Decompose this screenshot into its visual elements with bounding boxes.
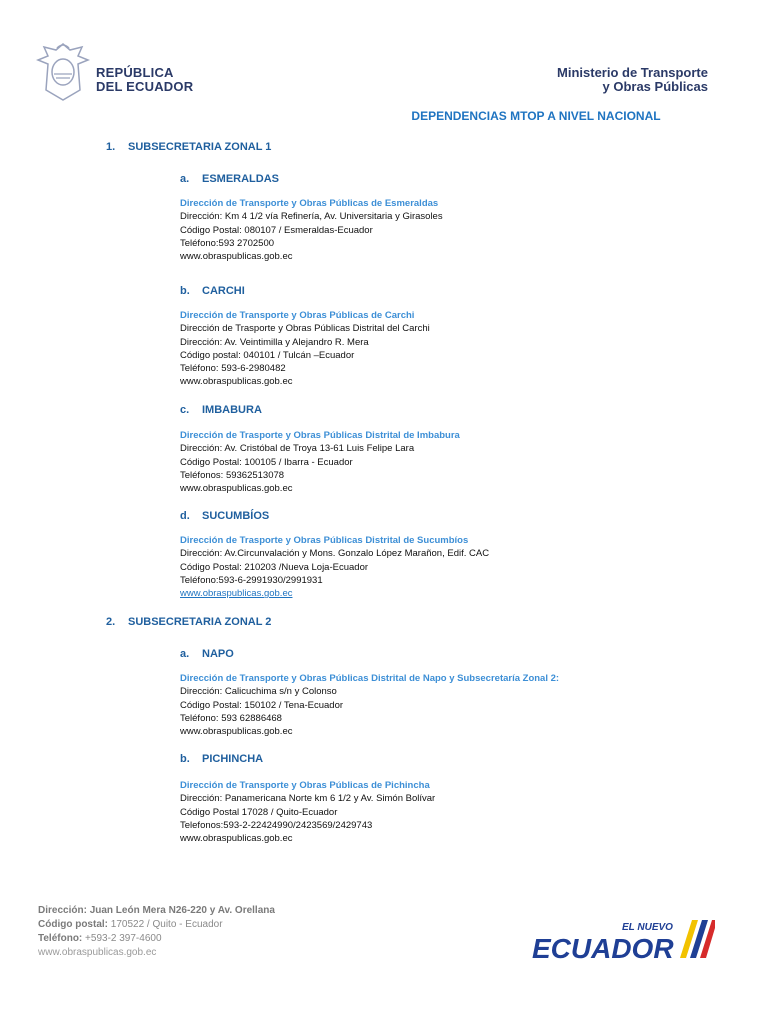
office-phone: Teléfono:593 2702500 (180, 237, 275, 249)
zone-name: SUBSECRETARIA ZONAL 1 (128, 141, 272, 153)
footer-website: www.obraspublicas.gob.ec (38, 947, 157, 958)
ecuador-coat-of-arms-icon (34, 40, 92, 104)
province-letter: c. (180, 404, 190, 416)
office-phone: Telefonos:593-2-22424990/2423569/2429743 (180, 819, 373, 831)
province-name: PICHINCHA (202, 753, 264, 765)
office-website: www.obraspublicas.gob.ec (180, 251, 293, 263)
republic-line-1: REPÚBLICA (96, 65, 174, 80)
brand-big-text: ECUADOR (532, 933, 674, 964)
footer-phone-value: +593-2 397-4600 (85, 933, 162, 944)
office-address: Dirección: Av. Veintimilla y Alejandro R. Mera (180, 336, 369, 348)
office-entry (180, 672, 559, 738)
office-postal: Código Postal 17028 / Quito-Ecuador (180, 806, 338, 818)
footer-postal-value: 170522 / Quito - Ecuador (110, 919, 223, 930)
footer-postal-label: Código postal: (38, 919, 108, 930)
office-address: Dirección: Calicuchima s/n y Colonso (180, 686, 337, 698)
office-postal: Código postal: 040101 / Tulcán –Ecuador (180, 349, 355, 361)
office-website: www.obraspublicas.gob.ec (180, 483, 293, 495)
footer-address-value: Juan León Mera N26-220 y Av. Orellana (89, 905, 275, 916)
office-postal: Código Postal: 150102 / Tena-Ecuador (180, 699, 344, 711)
province-name: CARCHI (202, 285, 245, 297)
province-heading (180, 404, 262, 416)
office-postal: Código Postal: 210203 /Nueva Loja-Ecuador (180, 561, 369, 573)
zone-heading (106, 616, 271, 628)
province-name: SUCUMBÍOS (202, 510, 270, 522)
zone-heading (106, 141, 271, 153)
office-title: Dirección de Transporte y Obras Públicas de Esmeraldas (180, 198, 439, 209)
office-title: Dirección de Transporte y Obras Públicas Distrital de Napo y Subsecretaría Zonal 2: (180, 673, 560, 684)
ministry-line-2: y Obras Públicas (602, 79, 708, 94)
office-entry (180, 534, 489, 600)
republic-line-2: DEL ECUADOR (96, 79, 194, 94)
office-website: www.obraspublicas.gob.ec (180, 726, 293, 738)
zone-name: SUBSECRETARIA ZONAL 2 (128, 616, 272, 628)
province-heading (180, 648, 234, 660)
zone-number: 1. (106, 141, 116, 153)
province-name: NAPO (202, 648, 234, 660)
el-nuevo-ecuador-logo (530, 914, 715, 966)
province-name: ESMERALDAS (202, 173, 280, 185)
province-heading (180, 285, 245, 297)
province-letter: b. (180, 285, 190, 297)
province-letter: b. (180, 753, 190, 765)
office-phone: Teléfono: 593-6-2980482 (180, 363, 286, 375)
office-entry (180, 779, 435, 845)
office-subtitle: Dirección de Trasporte y Obras Públicas Distrital del Carchi (180, 323, 430, 335)
republic-wordmark (96, 66, 193, 94)
office-entry (180, 429, 460, 495)
office-entry (180, 197, 443, 263)
province-letter: a. (180, 173, 190, 185)
office-address: Dirección: Av. Cristóbal de Troya 13-61 Luis Felipe Lara (180, 443, 415, 455)
office-phone: Teléfonos: 59362513078 (180, 469, 285, 481)
ministry-line-1: Ministerio de Transporte (557, 65, 708, 80)
office-title: Dirección de Trasporte y Obras Públicas Distrital de Imbabura (180, 430, 460, 441)
footer-phone-label: Teléfono: (38, 933, 83, 944)
province-heading (180, 173, 279, 185)
footer-contact (38, 904, 275, 960)
zone-number: 2. (106, 616, 116, 628)
document-title: DEPENDENCIAS MTOP A NIVEL NACIONAL (411, 109, 661, 123)
office-address: Dirección: Km 4 1/2 vía Refinería, Av. Universitaria y Girasoles (180, 211, 443, 223)
office-title: Dirección de Trasporte y Obras Públicas Distrital de Sucumbíos (180, 535, 469, 546)
province-heading (180, 753, 263, 765)
office-postal: Código Postal: 080107 / Esmeraldas-Ecuador (180, 224, 373, 236)
office-phone: Teléfono:593-6-2991930/2991931 (180, 574, 323, 586)
office-website: www.obraspublicas.gob.ec (180, 376, 293, 388)
ministry-wordmark (557, 66, 708, 94)
office-phone: Teléfono: 593 62886468 (180, 712, 282, 724)
office-title: Dirección de Transporte y Obras Públicas de Carchi (180, 310, 415, 321)
brand-small-text: EL NUEVO (622, 922, 673, 933)
province-letter: a. (180, 648, 190, 660)
office-postal: Código Postal: 100105 / Ibarra - Ecuador (180, 456, 353, 468)
province-name: IMBABURA (202, 404, 262, 416)
province-heading (180, 510, 269, 522)
province-letter: d. (180, 510, 190, 522)
office-website: www.obraspublicas.gob.ec (180, 833, 293, 845)
office-address: Dirección: Av.Circunvalación y Mons. Gonzalo López Marañon, Edif. CAC (180, 548, 490, 560)
office-title: Dirección de Transporte y Obras Públicas de Pichincha (180, 780, 430, 791)
office-entry (180, 309, 430, 389)
office-address: Dirección: Panamericana Norte km 6 1/2 y Av. Simón Bolívar (180, 793, 436, 805)
website-link[interactable]: www.obraspublicas.gob.ec (180, 588, 293, 600)
footer-address-label: Dirección: (38, 905, 87, 916)
